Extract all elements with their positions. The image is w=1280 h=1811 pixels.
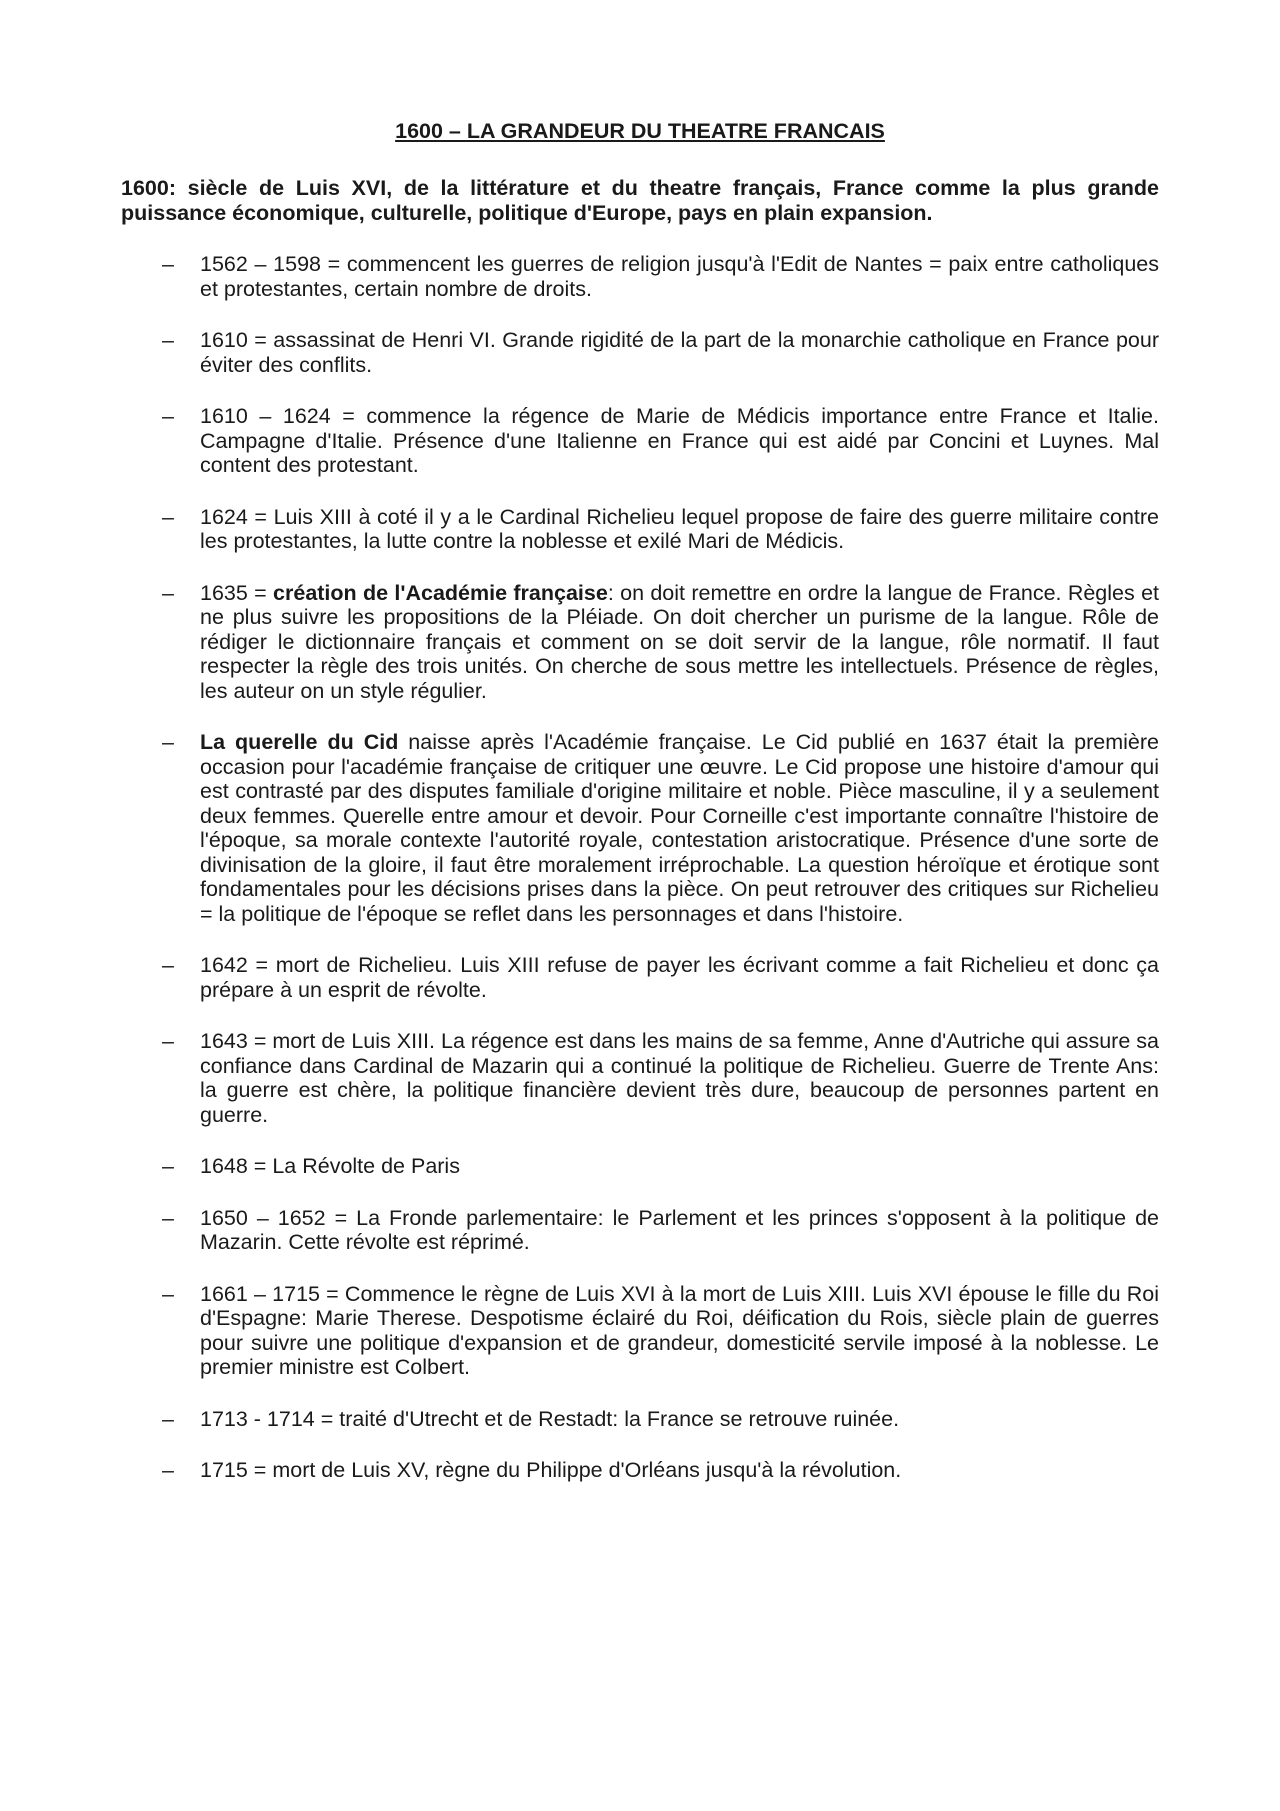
timeline-item	[0, 328, 1280, 377]
bullet-dash: –	[162, 252, 174, 276]
timeline-item	[0, 581, 1280, 704]
timeline-item-text	[200, 252, 1159, 301]
page-title: 1600 – LA GRANDEUR DU THEATRE FRANCAIS	[395, 119, 885, 143]
bullet-dash: –	[162, 1406, 174, 1431]
timeline-item-text	[200, 730, 1159, 926]
item-body: 1715 = mort de Luis XV, règne du Philippe d'Orléans jusqu'à la révolution.	[200, 1458, 902, 1482]
item-body: 1650 – 1652 = La Fronde parlementaire: le Parlement et les princes s'opposent à la politique de Mazarin. Cette révolte est réprimé.	[200, 1205, 1159, 1254]
timeline-item	[0, 1282, 1280, 1380]
timeline-item-text	[200, 953, 1159, 1002]
item-body: 1643 = mort de Luis XIII. La régence est dans les mains de sa femme, Anne d'Autriche qui assure sa confiance dans Cardinal de Mazarin qui a continué la politique de Richelieu. Guerre de Trente Ans: la guerre est chère, la politique financière devient très dure, beaucoup de personnes partent en guerre.	[200, 1029, 1159, 1127]
timeline-item	[0, 1458, 1280, 1483]
item-body: 1661 – 1715 = Commence le règne de Luis XVI à la mort de Luis XIII. Luis XVI épouse le fille du Roi d'Espagne: Marie Therese. Despotisme éclairé du Roi, déification du Rois, siècle plain de guerres pour suivre une politique d'expansion et de grandeur, domesticité servile imposé à la noblesse. Le premier ministre est Colbert.	[200, 1281, 1159, 1379]
timeline-item	[0, 953, 1280, 1002]
bullet-dash: –	[162, 1029, 174, 1053]
item-body: 1610 = assassinat de Henri VI. Grande rigidité de la part de la monarchie catholique en France pour éviter des conflits.	[200, 328, 1159, 377]
bullet-dash: –	[162, 953, 174, 977]
timeline-item-text	[200, 505, 1159, 554]
intro-paragraph: 1600: siècle de Luis XVI, de la littérature et du theatre français, France comme la plus grande puissance économique, culturelle, politique d'Europe, pays en plain expansion.	[121, 176, 1159, 225]
bullet-dash: –	[162, 404, 174, 428]
item-body: 1642 = mort de Richelieu. Luis XIII refuse de payer les écrivant comme a fait Richelieu et donc ça prépare à un esprit de révolte.	[200, 953, 1159, 1002]
bullet-dash: –	[162, 504, 174, 529]
timeline-item	[0, 1154, 1280, 1179]
timeline-item-text	[200, 1407, 1159, 1432]
timeline-item-text	[200, 1154, 1159, 1179]
bullet-dash: –	[162, 328, 174, 352]
bullet-dash: –	[162, 730, 174, 754]
item-prefix: 1635 =	[200, 580, 274, 605]
item-body: 1648 = La Révolte de Paris	[200, 1154, 460, 1178]
item-bold-term: création de l'Académie française	[273, 580, 608, 605]
item-body: : on doit remettre en ordre la langue de France. Règles et ne plus suivre les propositions de la Pléiade. On doit chercher un purisme de la langue. Rôle de rédiger le dictionnaire français et comment on se doit servir de la langue, rôle normatif. Il faut respecter la règle des trois unités. On cherche de sous mettre les intellectuels. Présence de règles, les auteur on un style régulier.	[200, 580, 1159, 703]
bullet-dash: –	[162, 1205, 174, 1230]
timeline-item	[0, 1407, 1280, 1432]
item-body: 1624 = Luis XIII à coté il y a le Cardinal Richelieu lequel propose de faire des guerre militaire contre les protestantes, la lutte contre la noblesse et exilé Mari de Médicis.	[200, 504, 1159, 553]
timeline-item	[0, 404, 1280, 478]
timeline-item	[0, 730, 1280, 926]
item-body: naisse après l'Académie française. Le Cid publié en 1637 était la première occasion pour l'académie française de critiquer une œuvre. Le Cid propose une histoire d'amour qui est contrasté par des disputes familiale d'origine militaire et noble. Pièce masculine, il y a seulement deux femmes. Querelle entre amour et devoir. Pour Corneille c'est importante connaître l'histoire de l'époque, sa morale contexte l'autorité royale, contestation aristocratique. Présence d'une sorte de divinisation de la gloire, il faut être moralement irréprochable. La question héroïque et érotique sont fondamentales pour les décisions prises dans la pièce. On peut retrouver des critiques sur Richelieu = la politique de l'époque se reflet dans les personnages et dans l'histoire.	[200, 730, 1159, 926]
timeline-item-text	[200, 1206, 1159, 1255]
bullet-dash: –	[162, 1154, 174, 1178]
timeline-item	[0, 252, 1280, 301]
timeline-item-text	[200, 1029, 1159, 1127]
timeline-item	[0, 1029, 1280, 1127]
timeline-item-text	[200, 328, 1159, 377]
bullet-dash: –	[162, 1281, 174, 1306]
timeline-list	[0, 252, 1280, 1510]
timeline-item	[0, 1206, 1280, 1255]
timeline-item-text	[200, 404, 1159, 478]
timeline-item-text	[200, 1458, 1159, 1483]
item-body: 1562 – 1598 = commencent les guerres de religion jusqu'à l'Edit de Nantes = paix entre catholiques et protestantes, certain nombre de droits.	[200, 252, 1159, 301]
item-bold-term: La querelle du Cid	[200, 730, 399, 754]
timeline-item	[0, 505, 1280, 554]
item-body: 1610 – 1624 = commence la régence de Marie de Médicis importance entre France et Italie. Campagne d'Italie. Présence d'une Italienne en France qui est aidé par Concini et Luynes. Mal content des protestant.	[200, 404, 1159, 477]
timeline-item-text	[200, 581, 1159, 704]
timeline-item-text	[200, 1282, 1159, 1380]
bullet-dash: –	[162, 580, 174, 605]
bullet-dash: –	[162, 1458, 174, 1482]
item-body: 1713 - 1714 = traité d'Utrecht et de Restadt: la France se retrouve ruinée.	[200, 1406, 900, 1431]
